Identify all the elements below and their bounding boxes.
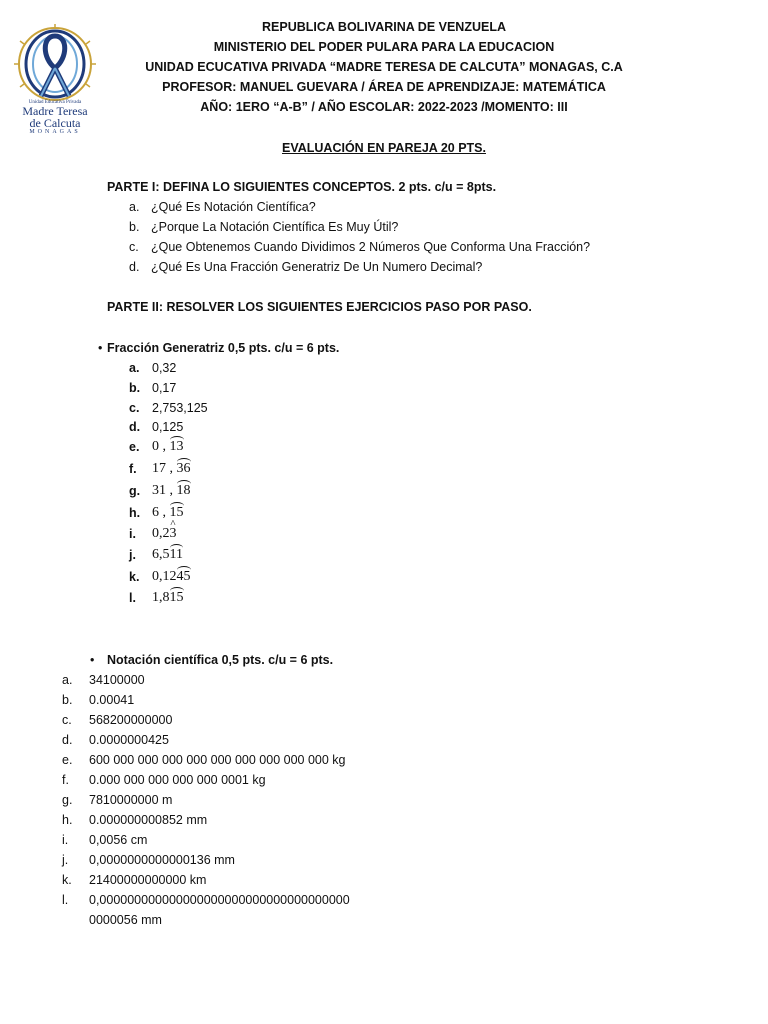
fraccion-item-value — [152, 505, 184, 521]
fraccion-item-value — [152, 590, 184, 606]
parte1-item-letter: b. — [129, 220, 140, 234]
notacion-item-value: 34100000 — [89, 673, 145, 687]
fraccion-integer-part: 6 , — [152, 505, 170, 520]
fraccion-periodic-digits: 15 — [169, 505, 184, 520]
notacion-item-value: 7810000000 m — [89, 793, 173, 807]
fraccion-item-letter: j. — [129, 548, 136, 562]
header-school: UNIDAD ECUCATIVA PRIVADA “MADRE TERESA DE CALCUTA” MONAGAS, C.A — [145, 60, 623, 74]
notacion-item-value-cont: 0000056 mm — [89, 913, 162, 927]
notacion-item-value: 0.0000000425 — [89, 733, 169, 747]
fraccion-periodic-digits: 18 — [176, 483, 191, 498]
fraccion-integer-part: 0 , — [152, 439, 170, 454]
fraccion-item-letter: f. — [129, 462, 137, 476]
notacion-item-value: 0,0000000000000136 mm — [89, 853, 235, 867]
notacion-bullet: • — [90, 653, 95, 667]
notacion-item-value: 0,0056 cm — [89, 833, 148, 847]
fraccion-item-value: 0,17 — [152, 381, 177, 395]
fraccion-item-value — [152, 526, 177, 542]
fraccion-heading: Fracción Generatriz 0,5 pts. c/u = 6 pts. — [107, 341, 340, 355]
notacion-item-letter: k. — [62, 873, 72, 887]
fraccion-periodic-digits: 45 — [176, 569, 191, 584]
fraccion-item-letter: g. — [129, 484, 141, 498]
notacion-item-value: 21400000000000 km — [89, 873, 207, 887]
fraccion-item-letter: a. — [129, 361, 140, 375]
parte1-item-text: ¿Porque La Notación Científica Es Muy Útil? — [151, 220, 399, 234]
fraccion-item-letter: h. — [129, 506, 141, 520]
notacion-item-value: 0.00041 — [89, 693, 135, 707]
fraccion-item-letter: i. — [129, 527, 136, 541]
notacion-heading: Notación científica 0,5 pts. c/u = 6 pts. — [107, 653, 334, 667]
header-republic: REPUBLICA BOLIVARINA DE VENZUELA — [262, 20, 506, 34]
fraccion-item-value: 0,32 — [152, 361, 177, 375]
fraccion-item-letter: c. — [129, 401, 140, 415]
parte1-item-letter: c. — [129, 240, 139, 254]
notacion-item-letter: l. — [62, 893, 69, 907]
fraccion-item-value — [152, 483, 191, 499]
fraccion-integer-part: 1,8 — [152, 590, 170, 605]
parte1-item-letter: d. — [129, 260, 140, 274]
notacion-item-value: 568200000000 — [89, 713, 173, 727]
fraccion-periodic-digit: ^ 3 — [170, 526, 177, 542]
fraccion-item-value: 0,125 — [152, 420, 184, 434]
fraccion-integer-part: 17 , — [152, 461, 177, 476]
notacion-item-letter: i. — [62, 833, 69, 847]
parte2-heading: PARTE II: RESOLVER LOS SIGUIENTES EJERCICIOS PASO POR PASO. — [107, 300, 532, 314]
fraccion-integer-part: 31 , — [152, 483, 177, 498]
parte1-item-text: ¿Qué Es Una Fracción Generatriz De Un Numero Decimal? — [151, 260, 483, 274]
notacion-item-letter: b. — [62, 693, 73, 707]
parte1-heading: PARTE I: DEFINA LO SIGUIENTES CONCEPTOS. 2 pts. c/u = 8pts. — [107, 180, 497, 194]
fraccion-integer-part: 6,5 — [152, 547, 170, 562]
parte1-item-text: ¿Qué Es Notación Científica? — [151, 200, 316, 214]
fraccion-integer-part: 0,2 — [152, 526, 170, 541]
fraccion-periodic-digits: 11 — [169, 547, 183, 562]
parte1-item-text: ¿Que Obtenemos Cuando Dividimos 2 Números Que Conforma Una Fracción? — [151, 240, 591, 254]
fraccion-periodic-digits: 36 — [176, 461, 191, 476]
parte1-item-letter: a. — [129, 200, 140, 214]
notacion-item-letter: g. — [62, 793, 73, 807]
fraccion-periodic-digits: 15 — [169, 590, 184, 605]
notacion-item-value: 0.000000000852 mm — [89, 813, 208, 827]
notacion-item-letter: c. — [62, 713, 72, 727]
fraccion-periodic-digits: 13 — [169, 439, 184, 454]
header-teacher: PROFESOR: MANUEL GUEVARA / ÁREA DE APRENDIZAJE: MATEMÁTICA — [162, 80, 606, 94]
fraccion-item-letter: d. — [129, 420, 141, 434]
header-ministry: MINISTERIO DEL PODER PULARA PARA LA EDUCACION — [213, 40, 555, 54]
fraccion-item-value: 2,753,125 — [152, 401, 208, 415]
fraccion-integer-part: 0,12 — [152, 569, 177, 584]
fraccion-item-letter: e. — [129, 440, 140, 454]
notacion-item-letter: f. — [62, 773, 69, 787]
logo-name-line1: Madre Teresa — [22, 104, 88, 118]
logo-name-line2: de Calcuta — [29, 116, 81, 130]
fraccion-item-value — [152, 547, 183, 563]
fraccion-item-letter: b. — [129, 381, 141, 395]
fraccion-item-letter: k. — [129, 570, 140, 584]
fraccion-item-value — [152, 439, 184, 455]
header-year: AÑO: 1ERO “A-B” / AÑO ESCOLAR: 2022-2023 /MOMENTO: III — [200, 100, 568, 114]
logo-location: MONAGAS — [29, 129, 81, 135]
fraccion-bullet: • — [98, 341, 103, 355]
fraccion-item-value — [152, 569, 191, 585]
notacion-item-value: 600 000 000 000 000 000 000 000 000 000 kg — [89, 753, 346, 767]
evaluation-title: EVALUACIÓN EN PAREJA 20 PTS. — [282, 141, 486, 155]
fraccion-item-letter: l. — [129, 591, 136, 605]
notacion-item-letter: a. — [62, 673, 73, 687]
notacion-item-value: 0.000 000 000 000 000 0001 kg — [89, 773, 266, 787]
notacion-item-letter: h. — [62, 813, 73, 827]
logo-subtitle: Unidad Educativa Privada — [28, 100, 82, 105]
notacion-item-letter: d. — [62, 733, 73, 747]
notacion-item-value: 0,000000000000000000000000000000000000 — [89, 893, 350, 907]
notacion-item-letter: j. — [62, 853, 69, 867]
notacion-item-letter: e. — [62, 753, 73, 767]
fraccion-item-value — [152, 461, 191, 477]
